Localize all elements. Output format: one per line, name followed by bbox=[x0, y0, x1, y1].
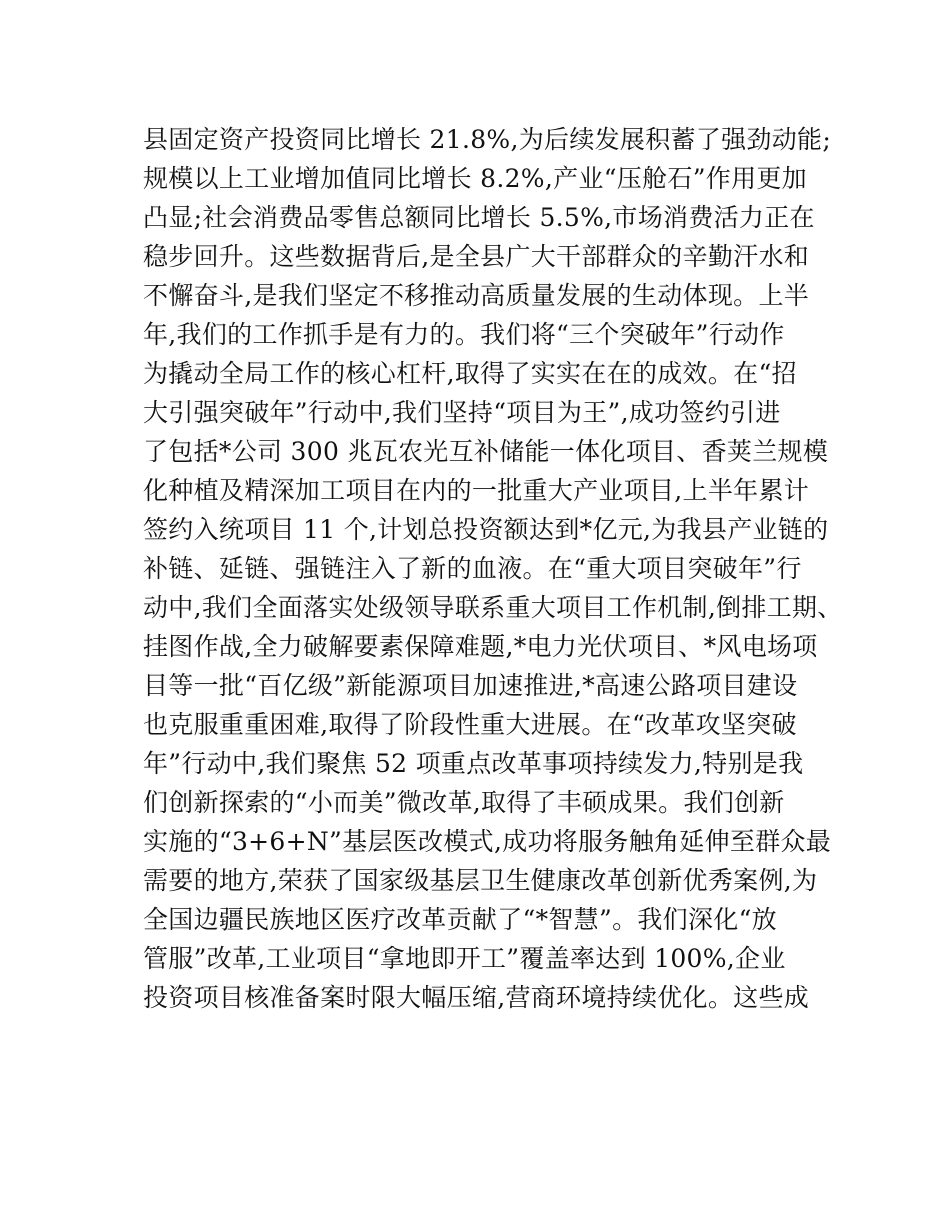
text-line: 全国边疆民族地区医疗改革贡献了“*智慧”。我们深化“放 bbox=[143, 905, 777, 934]
text-line: 挂图作战,全力破解要素保障难题,*电力光伏项目、*风电场项 bbox=[143, 632, 818, 661]
text-line: 为撬动全局工作的核心杠杆,取得了实实在在的成效。在“招 bbox=[143, 359, 797, 388]
text-line: 年”行动中,我们聚焦 52 项重点改革事项持续发力,特别是我 bbox=[143, 749, 804, 778]
text-line: 大引强突破年”行动中,我们坚持“项目为王”,成功签约引进 bbox=[143, 398, 781, 427]
text-line: 签约入统项目 11 个,计划总投资额达到*亿元,为我县产业链的 bbox=[143, 515, 829, 544]
text-line: 实施的“3+6+N”基层医改模式,成功将服务触角延伸至群众最 bbox=[143, 827, 832, 856]
text-line: 动中,我们全面落实处级领导联系重大项目工作机制,倒排工期、 bbox=[143, 593, 843, 622]
text-line: 稳步回升。这些数据背后,是全县广大干部群众的辛勤汗水和 bbox=[143, 242, 810, 271]
text-line: 年,我们的工作抓手是有力的。我们将“三个突破年”行动作 bbox=[143, 320, 785, 349]
text-line: 县固定资产投资同比增长 21.8%,为后续发展积蓄了强劲动能; bbox=[143, 125, 832, 154]
text-line: 投资项目核准备案时限大幅压缩,营商环境持续优化。这些成 bbox=[143, 983, 810, 1012]
text-line: 目等一批“百亿级”新能源项目加速推进,*高速公路项目建设 bbox=[143, 671, 798, 700]
body-text bbox=[143, 120, 843, 1017]
text-line: 也克服重重困难,取得了阶段性重大进展。在“改革攻坚突破 bbox=[143, 710, 797, 739]
text-line: 规模以上工业增加值同比增长 8.2%,产业“压舱石”作用更加 bbox=[143, 164, 807, 193]
text-line: 了包括*公司 300 兆瓦农光互补储能一体化项目、香荚兰规模 bbox=[143, 437, 829, 466]
text-line: 不懈奋斗,是我们坚定不移推动高质量发展的生动体现。上半 bbox=[143, 281, 810, 310]
text-line: 需要的地方,荣获了国家级基层卫生健康改革创新优秀案例,为 bbox=[143, 866, 818, 895]
text-line: 化种植及精深加工项目在内的一批重大产业项目,上半年累计 bbox=[143, 476, 810, 505]
text-line: 凸显;社会消费品零售总额同比增长 5.5%,市场消费活力正在 bbox=[143, 203, 815, 232]
text-line: 管服”改革,工业项目“拿地即开工”覆盖率达到 100%,企业 bbox=[143, 944, 786, 973]
text-line: 补链、延链、强链注入了新的血液。在“重大项目突破年”行 bbox=[143, 554, 802, 583]
text-line: 们创新探索的“小而美”微改革,取得了丰硕成果。我们创新 bbox=[143, 788, 785, 817]
